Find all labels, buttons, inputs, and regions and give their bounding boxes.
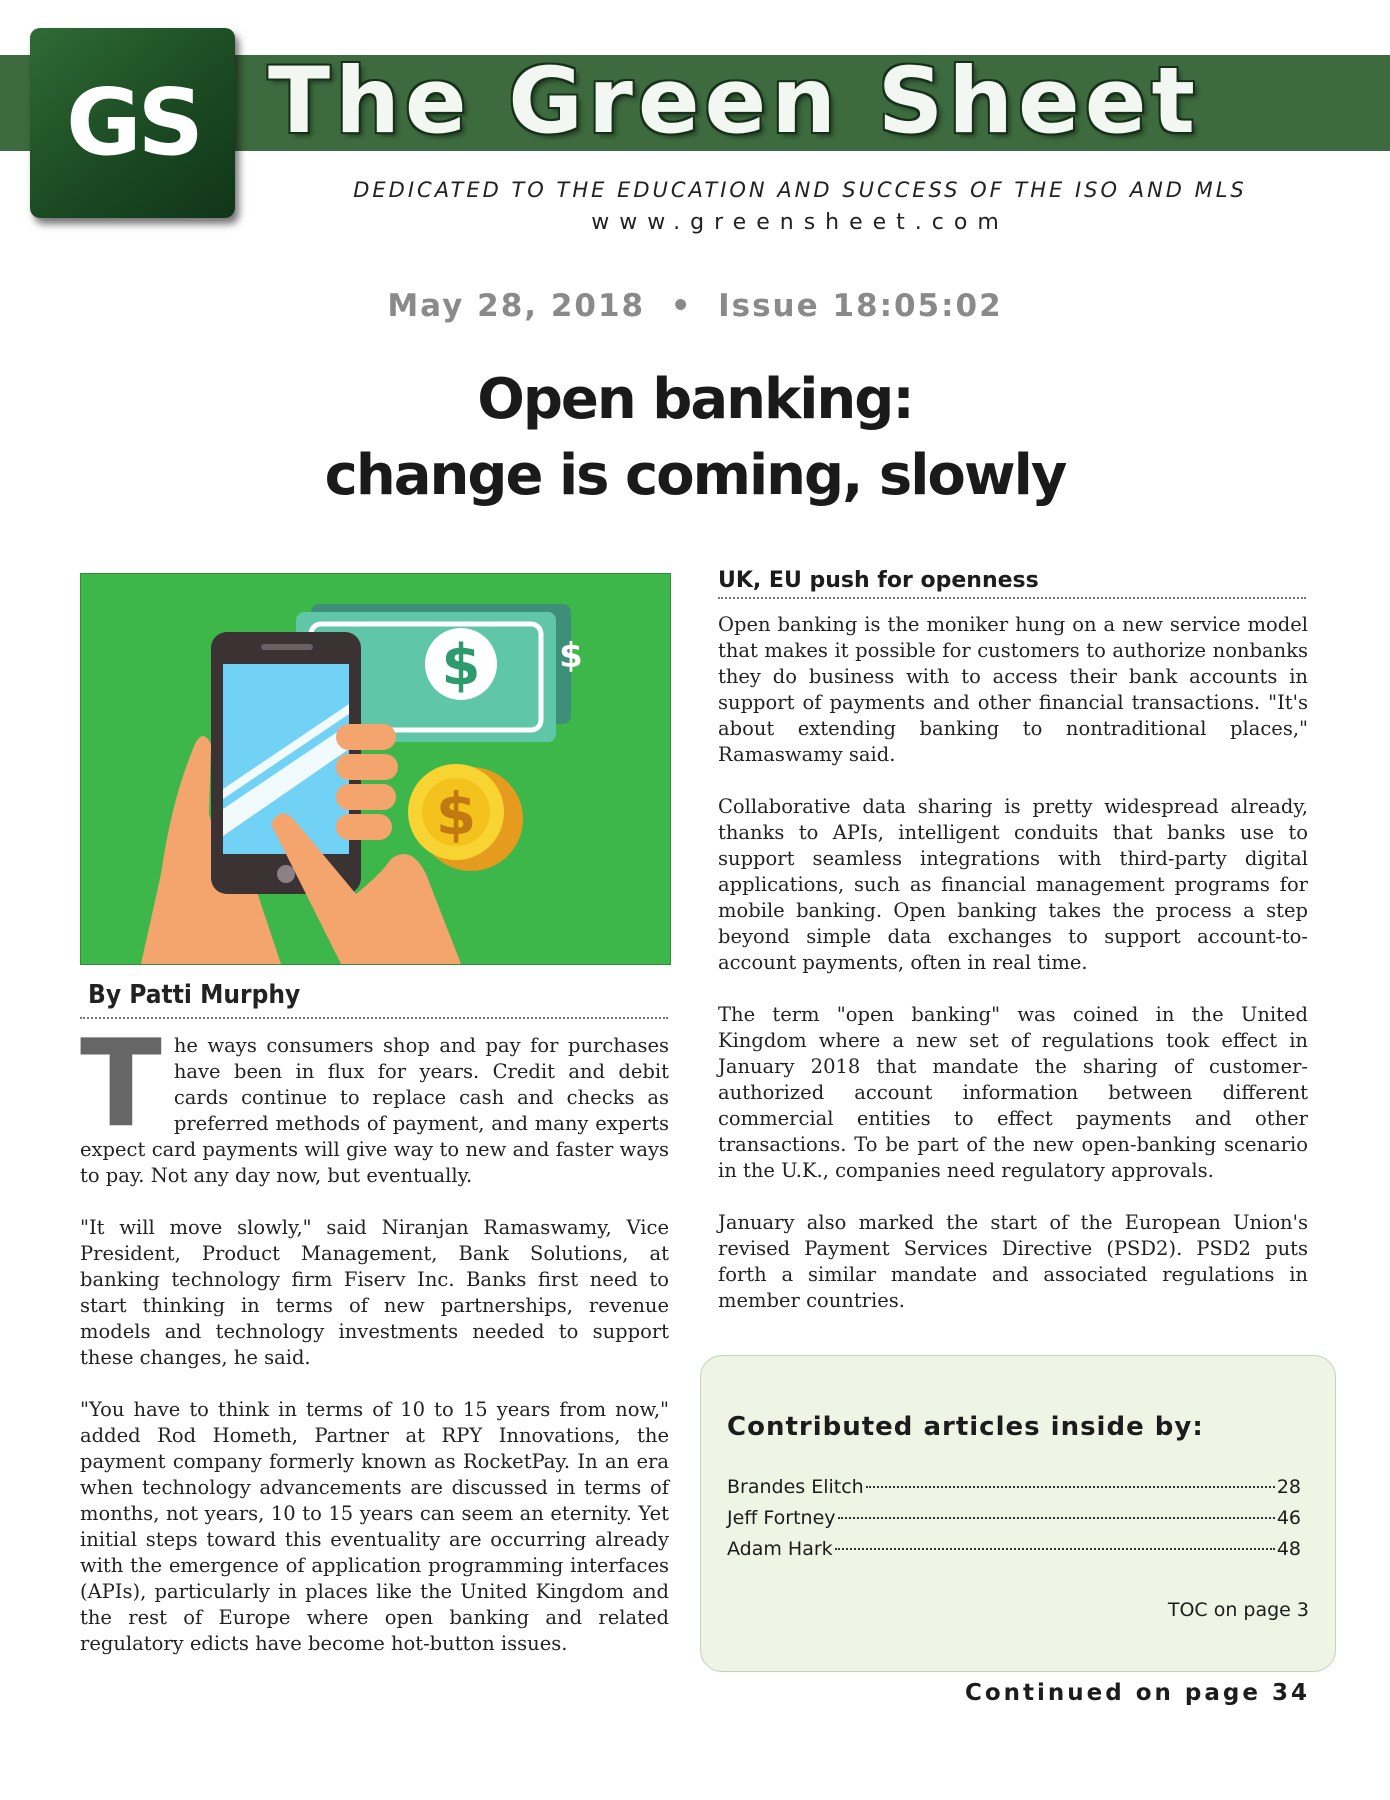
issue-line: May 28, 2018 • Issue 18:05:02 <box>387 288 1003 324</box>
logo <box>30 28 235 218</box>
paragraph <box>80 1015 669 1189</box>
hero-svg <box>81 574 670 964</box>
paragraph: "It will move slowly," said Niranjan Ramaswamy, Vice President, Product Management, Bank Solutions, at banking technology firm Fiserv Inc. Banks first need to start thinking in terms of new partnerships, revenue models and technology investments needed to support these changes, he said. <box>80 1216 669 1369</box>
contributor-row[interactable] <box>727 1507 1301 1538</box>
contributor-page: 28 <box>1276 1476 1301 1498</box>
contributor-name: Brandes Elitch <box>727 1476 864 1498</box>
contributors-box <box>700 1355 1336 1672</box>
finger-4 <box>336 814 392 840</box>
paragraph: January also marked the start of the European Union's revised Payment Services Directive (PSD2). PSD2 puts forth a similar mandate and associated regulations in member countries. <box>718 1211 1308 1312</box>
continued-note[interactable]: Continued on page 34 <box>965 1680 1310 1706</box>
paragraph: "You have to think in terms of 10 to 15 years from now," added Rod Hometh, Partner at RPY Innovations, the payment company formerly known as RocketPay. In an era when technology advancements are discussed in terms of months, not years, 10 to 15 years can seem an eternity. Yet initial steps toward this eventuality are occurring already with the emergence of application programming interfaces (APIs), particularly in places like the United Kingdom and the rest of Europe where open banking and related regulatory edicts have become hot-button issues. <box>80 1398 669 1655</box>
right-column <box>718 612 1308 1340</box>
contributor-name: Jeff Fortney <box>727 1507 836 1529</box>
logo-text: GS <box>66 69 200 176</box>
toc-reference[interactable]: TOC on page 3 <box>1167 1599 1309 1621</box>
finger-2 <box>336 754 398 780</box>
headline-line-2: change is coming, slowly <box>324 443 1066 508</box>
headline-line-1: Open banking: <box>477 367 913 432</box>
byline-divider <box>80 1017 668 1019</box>
banknote-dollar-icon: $ <box>441 633 481 698</box>
contributor-name: Adam Hark <box>727 1538 833 1560</box>
dot-leader <box>866 1486 1275 1488</box>
finger-1 <box>336 724 396 750</box>
coin-dollar-icon: $ <box>435 780 477 848</box>
section-divider <box>718 597 1306 599</box>
section-heading: UK, EU push for openness <box>718 568 1039 593</box>
tagline: DEDICATED TO THE EDUCATION AND SUCCESS OF THE ISO AND MLS <box>353 178 1247 202</box>
headline <box>150 362 1240 514</box>
byline: By Patti Murphy <box>88 980 301 1010</box>
banknote-small-dollar-icon: $ <box>559 636 583 676</box>
dropcap: T <box>80 1015 162 1154</box>
finger-3 <box>336 784 396 810</box>
hero-illustration <box>80 573 671 965</box>
left-column <box>80 1015 669 1683</box>
paragraph: The term "open banking" was coined in the United Kingdom where a new set of regulations took effect in January 2018 that mandate the sharing of customer-authorized account information between different commercial entities to effect payments and other transactions. To be part of the new open-banking scenario in the U.K., companies need regulatory approvals. <box>718 1003 1308 1182</box>
contributor-row[interactable] <box>727 1476 1301 1507</box>
contributor-page: 48 <box>1276 1538 1301 1560</box>
paragraph: Collaborative data sharing is pretty widespread already, thanks to APIs, intelligent conduits that banks use to support seamless integrations with third-party digital applications, such as financial management programs for mobile banking. Open banking takes the process a step beyond simple data exchanges to support account-to-account payments, often in real time. <box>718 795 1308 974</box>
phone-speaker <box>261 644 313 650</box>
contributor-row[interactable] <box>727 1538 1301 1569</box>
dot-leader <box>835 1548 1275 1550</box>
masthead-title: The Green Sheet <box>268 49 1200 154</box>
paragraph-text: he ways consumers shop and pay for purchases have been in flux for years. Credit and debit cards continue to replace cash and checks as preferred methods of payment, and many experts expect card payments will give way to new and faster ways to pay. Not any day now, but eventually. <box>80 1034 669 1187</box>
paragraph: Open banking is the moniker hung on a new service model that makes it possible for customers to authorize nonbanks they do business with to access their bank accounts in support of payments and other financial transactions. "It's about extending banking to nontraditional places," Ramaswamy said. <box>718 613 1308 766</box>
phone-home-button <box>277 865 295 883</box>
dot-leader <box>838 1517 1275 1519</box>
website-link[interactable]: www.greensheet.com <box>591 210 1009 235</box>
contributor-page: 46 <box>1276 1507 1301 1529</box>
contributors-heading: Contributed articles inside by: <box>727 1412 1204 1442</box>
contributors-list <box>727 1476 1301 1569</box>
